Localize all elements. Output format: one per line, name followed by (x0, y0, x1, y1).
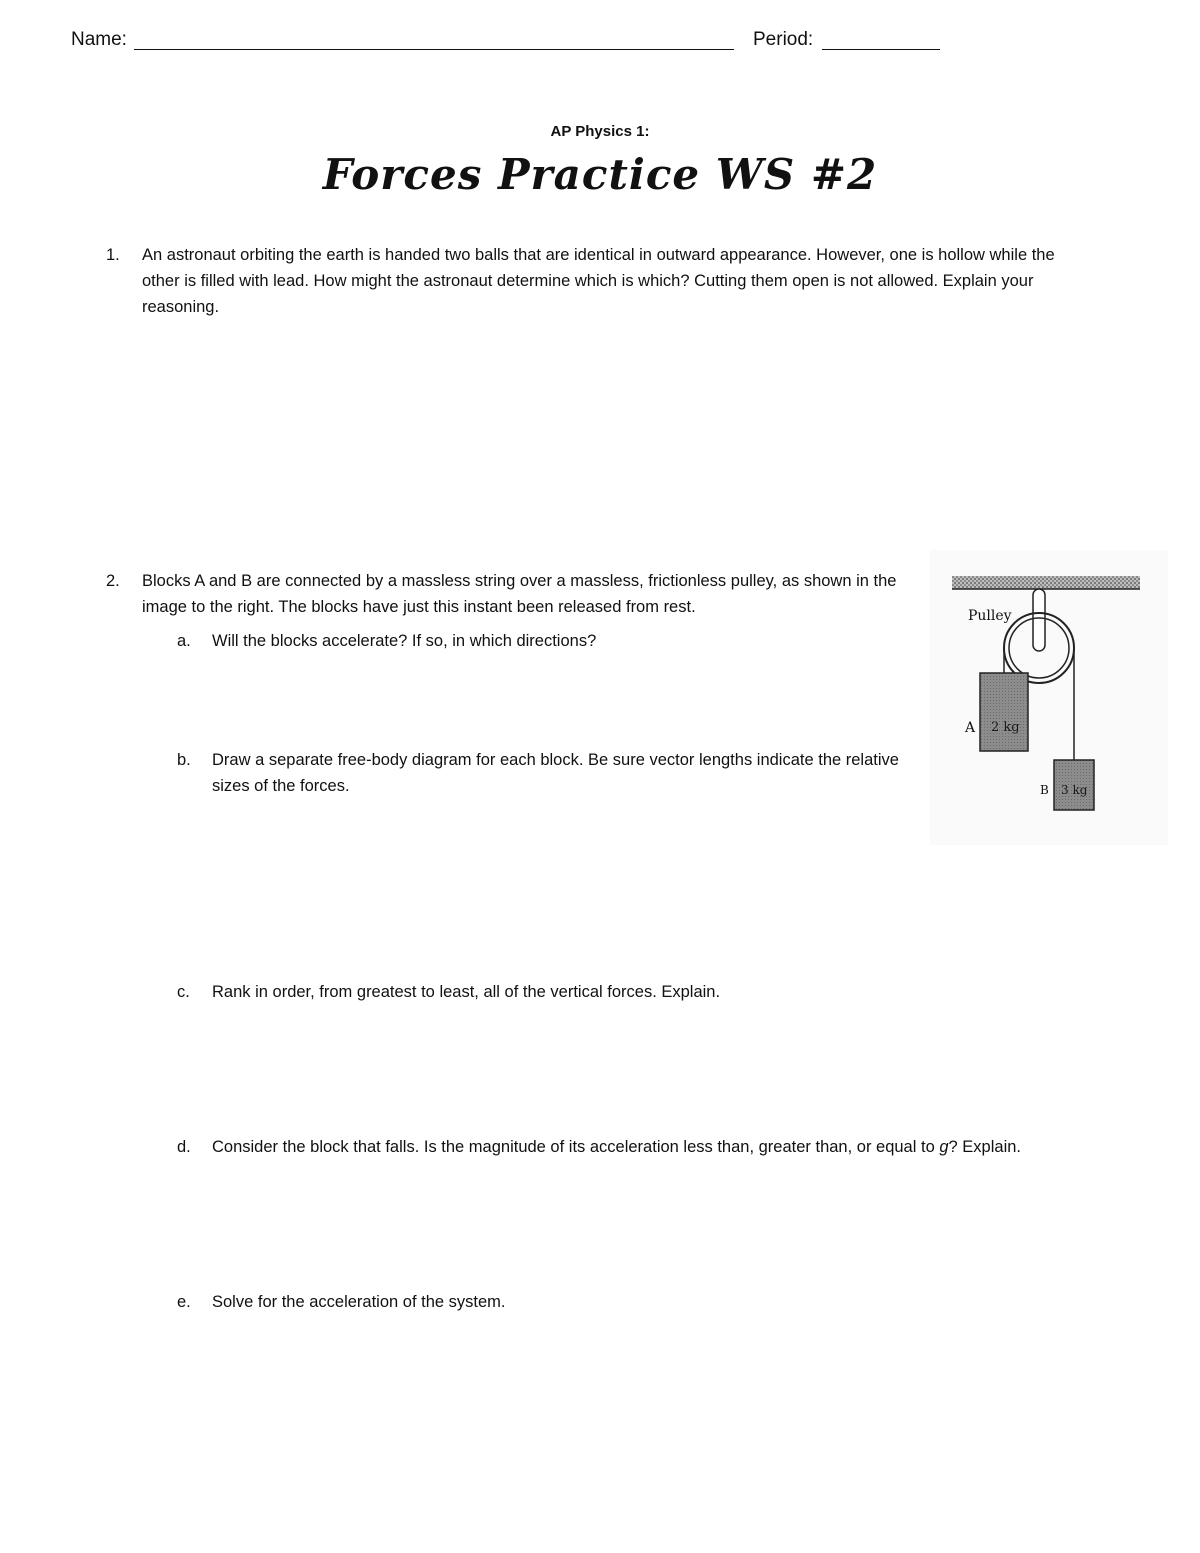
part-b-label: b. (177, 751, 191, 769)
pulley-support (1033, 589, 1045, 651)
part-c-text: Rank in order, from greatest to least, all of the vertical forces. Explain. (212, 983, 721, 1001)
part-a-text: Will the blocks accelerate? If so, in which directions? (212, 632, 597, 650)
period-label: Period: (753, 29, 814, 50)
part-d-text-after: ? Explain. (948, 1138, 1021, 1156)
part-e-label: e. (177, 1293, 191, 1311)
course-subtitle: AP Physics 1: (550, 123, 650, 140)
block-b-mass: 3 kg (1061, 783, 1088, 797)
ceiling (952, 576, 1140, 589)
pulley-label: Pulley (968, 608, 1012, 624)
question-1-text: An astronaut orbiting the earth is handed two balls that are identical in outward appearance. However, one is hollow while the other is filled with lead. How might the astronaut determine which is which? Cutting them open is not allowed. Explain your reasoning. (142, 246, 1055, 316)
question-2-number: 2. (106, 572, 120, 590)
gravity-symbol: g (939, 1138, 949, 1156)
part-c-label: c. (177, 983, 190, 1001)
worksheet-title: Forces Practice WS #2 (322, 150, 878, 199)
name-label: Name: (71, 29, 127, 50)
part-e-text: Solve for the acceleration of the system. (212, 1293, 506, 1311)
block-a (980, 673, 1028, 751)
name-answer-line[interactable] (134, 49, 734, 50)
part-d-label: d. (177, 1138, 191, 1156)
part-a-label: a. (177, 632, 191, 650)
block-b-label: B (1040, 783, 1049, 797)
part-d-text (212, 1134, 1172, 1160)
period-answer-line[interactable] (822, 49, 940, 50)
part-b-text: Draw a separate free-body diagram for each block. Be sure vector lengths indicate the relative sizes of the forces. (212, 751, 899, 795)
part-d-text-before: Consider the block that falls. Is the magnitude of its acceleration less than, greater than, or equal to (212, 1138, 940, 1156)
pulley-diagram (930, 550, 1168, 845)
block-a-label: A (965, 720, 976, 736)
question-1-number: 1. (106, 246, 120, 264)
question-2-text: Blocks A and B are connected by a massless string over a massless, frictionless pulley, as shown in the image to the right. The blocks have just this instant been released from rest. (142, 572, 897, 616)
block-a-mass: 2 kg (991, 720, 1020, 735)
